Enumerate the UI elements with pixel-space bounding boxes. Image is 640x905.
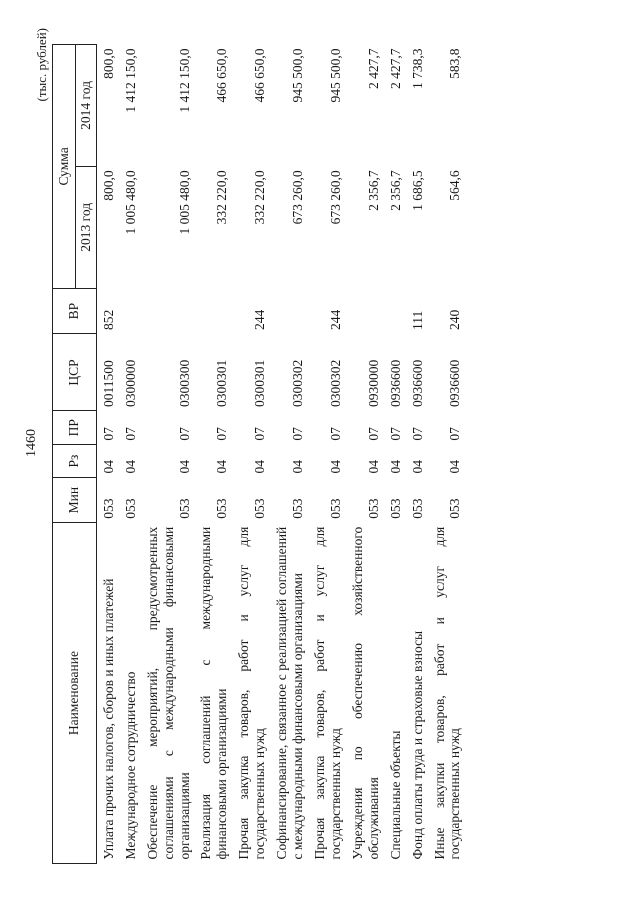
- row-2013: 332 220,0: [252, 170, 268, 225]
- row-2013: 673 260,0: [327, 170, 343, 225]
- row-name: Международное сотрудничество: [122, 671, 138, 860]
- row-vr: [384, 288, 406, 334]
- row-min: 053: [447, 498, 463, 519]
- row-min: 053: [176, 498, 192, 519]
- table-body: [96, 45, 465, 864]
- rotated-page: [22, 8, 622, 878]
- row-csr: 0300300: [176, 359, 192, 407]
- row-rz: 04: [327, 460, 343, 474]
- row-min: 053: [122, 498, 138, 519]
- table-row: [119, 45, 141, 864]
- row-pr: 07: [122, 427, 138, 441]
- row-csr: 0930000: [365, 359, 381, 407]
- budget-table: [52, 44, 465, 864]
- header-2013: 2013 год: [75, 166, 96, 288]
- row-2013: 1 686,5: [409, 170, 425, 211]
- row-2014: 1 738,3: [409, 48, 425, 89]
- row-csr: 0300302: [290, 359, 306, 407]
- row-2014: 945 500,0: [327, 48, 343, 103]
- row-2013: 2 356,7: [387, 170, 403, 211]
- row-rz: 04: [122, 460, 138, 474]
- row-vr: 852: [100, 309, 116, 330]
- row-2013: 564,6: [447, 170, 463, 201]
- table-row: [232, 45, 270, 864]
- row-rz: 04: [214, 460, 230, 474]
- row-csr: 0300000: [122, 359, 138, 407]
- row-name: Софинансирование, связанное с реализацией соглашений с международными финансовыми организациями: [274, 526, 306, 860]
- row-pr: 07: [100, 427, 116, 441]
- row-vr: [346, 288, 384, 334]
- row-name: Специальные объекты: [387, 730, 403, 860]
- row-2014: 466 650,0: [214, 48, 230, 103]
- row-min: 053: [327, 498, 343, 519]
- row-2014: 800,0: [100, 48, 116, 79]
- header-min: Мин: [53, 478, 97, 523]
- row-rz: 04: [176, 460, 192, 474]
- row-2013: 332 220,0: [214, 170, 230, 225]
- row-vr: [141, 288, 195, 334]
- row-2013: 1 005 480,0: [122, 170, 138, 235]
- header-vr: ВР: [53, 288, 97, 334]
- row-pr: 07: [365, 427, 381, 441]
- row-pr: 07: [327, 427, 343, 441]
- row-2014: 583,8: [447, 48, 463, 79]
- row-pr: 07: [252, 427, 268, 441]
- row-rz: 04: [252, 460, 268, 474]
- header-rz: Рз: [53, 445, 97, 478]
- unit-label: (тыс. рублей): [34, 28, 49, 102]
- row-2013: 800,0: [100, 170, 116, 201]
- row-2013: 2 356,7: [365, 170, 381, 211]
- row-csr: 0300301: [252, 359, 268, 407]
- row-rz: 04: [409, 460, 425, 474]
- row-rz: 04: [290, 460, 306, 474]
- table-row: [194, 45, 232, 864]
- row-rz: 04: [365, 460, 381, 474]
- row-pr: 07: [387, 427, 403, 441]
- row-2014: 2 427,7: [387, 48, 403, 89]
- row-name: Уплата прочих налогов, сборов и иных платежей: [100, 578, 116, 860]
- row-name: Прочая закупка товаров, работ и услуг для государственных нужд: [236, 526, 268, 860]
- table-row: [428, 45, 466, 864]
- row-min: 053: [387, 498, 403, 519]
- row-csr: 0011500: [100, 360, 116, 407]
- row-name: Обеспечение мероприятий, предусмотренных соглашениями с международными финансовыми организациями: [144, 526, 192, 860]
- row-csr: 0300301: [214, 359, 230, 407]
- row-csr: 0300302: [327, 359, 343, 407]
- row-2014: 945 500,0: [290, 48, 306, 103]
- row-name: Реализация соглашений с международными финансовыми организациями: [198, 526, 230, 860]
- page-number: 1460: [24, 429, 39, 457]
- row-rz: 04: [447, 460, 463, 474]
- row-min: 053: [100, 498, 116, 519]
- row-min: 053: [252, 498, 268, 519]
- header-sum: Сумма: [53, 45, 76, 289]
- row-2014: 2 427,7: [365, 48, 381, 89]
- row-rz: 04: [100, 460, 116, 474]
- row-min: 053: [365, 498, 381, 519]
- row-vr: 111: [409, 310, 425, 330]
- row-vr: 244: [327, 309, 343, 330]
- table-row: [308, 45, 346, 864]
- row-pr: 07: [214, 427, 230, 441]
- row-2013: 673 260,0: [290, 170, 306, 225]
- row-rz: 04: [387, 460, 403, 474]
- row-csr: 0936600: [387, 359, 403, 407]
- row-min: 053: [214, 498, 230, 519]
- row-name: Прочая закупка товаров, работ и услуг для государственных нужд: [311, 526, 343, 860]
- row-2014: 1 412 150,0: [122, 48, 138, 113]
- table-row: [141, 45, 195, 864]
- row-csr: 0936600: [447, 359, 463, 407]
- row-2014: 1 412 150,0: [176, 48, 192, 113]
- table-row: [346, 45, 384, 864]
- row-csr: 0936600: [409, 359, 425, 407]
- table-row: [96, 45, 118, 864]
- header-csr: ЦСР: [53, 334, 97, 411]
- row-name: Учреждения по обеспечению хозяйственного обслуживания: [349, 526, 381, 860]
- row-2013: 1 005 480,0: [176, 170, 192, 235]
- row-pr: 07: [409, 427, 425, 441]
- header-name: Наименование: [53, 523, 97, 864]
- header-pr: ПР: [53, 411, 97, 445]
- row-pr: 07: [290, 427, 306, 441]
- table-row: [270, 45, 308, 864]
- row-vr: [119, 288, 141, 334]
- row-pr: 07: [176, 427, 192, 441]
- row-pr: 07: [447, 427, 463, 441]
- table-row: [406, 45, 428, 864]
- row-name: Иные закупки товаров, работ и услуг для государственных нужд: [431, 526, 463, 860]
- row-2014: 466 650,0: [252, 48, 268, 103]
- row-name: Фонд оплаты труда и страховые взносы: [409, 630, 425, 860]
- table-row: [384, 45, 406, 864]
- row-vr: [270, 288, 308, 334]
- row-vr: 244: [252, 309, 268, 330]
- row-vr: 240: [447, 309, 463, 330]
- row-vr: [194, 288, 232, 334]
- header-2014: 2014 год: [75, 45, 96, 167]
- row-min: 053: [290, 498, 306, 519]
- row-min: 053: [409, 498, 425, 519]
